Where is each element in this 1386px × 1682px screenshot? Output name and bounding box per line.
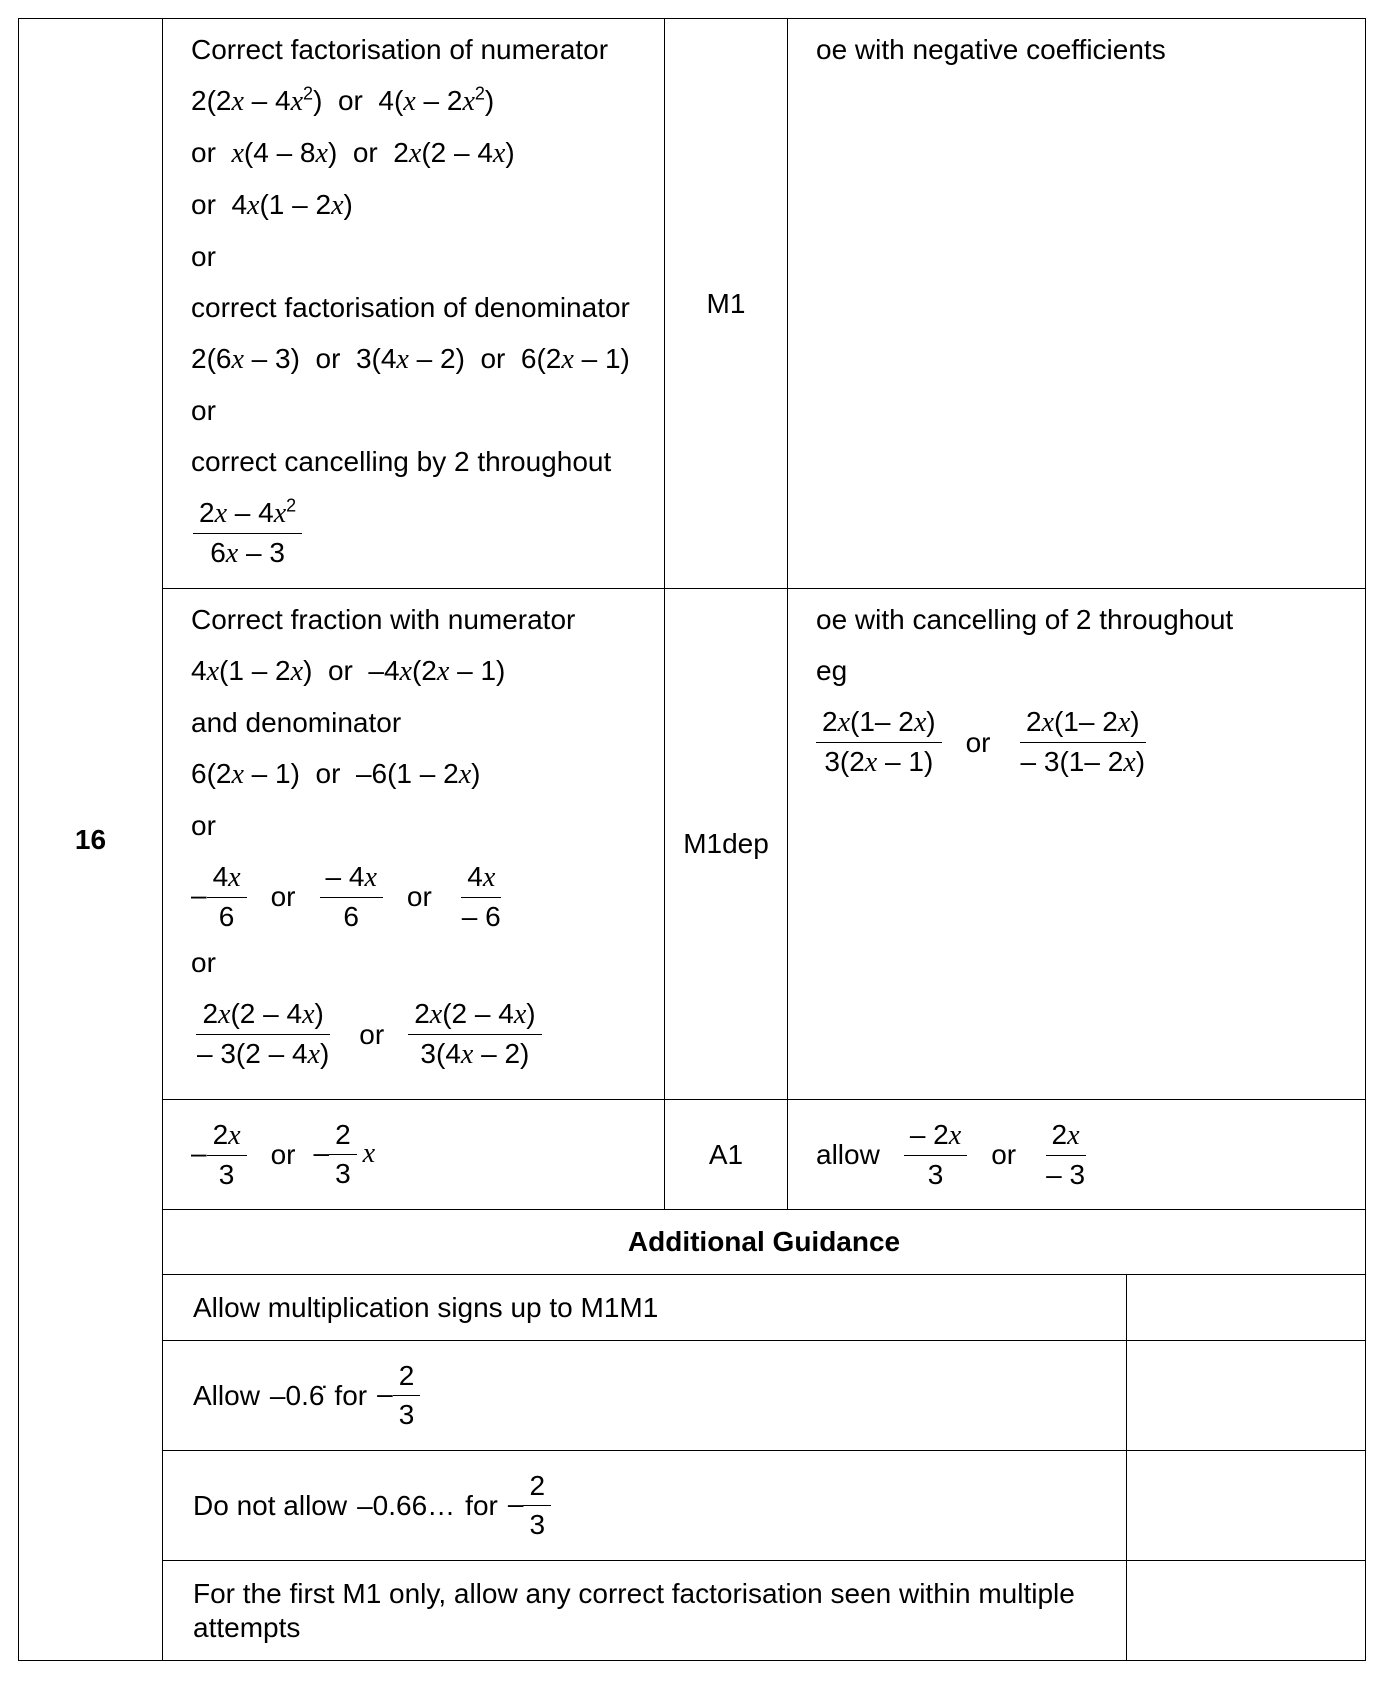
- math-line: or 4x(1 – 2x): [191, 189, 353, 221]
- mark-cell: M1dep: [665, 589, 788, 1100]
- mark-cell: A1: [665, 1100, 788, 1210]
- guidance-heading: Additional Guidance: [163, 1210, 1366, 1275]
- math-fraction-row: – $\frac{4x}{6}$ or $\frac{- 4x}{6}$ or $\frac{4x}{- 6}$: [191, 861, 501, 932]
- guidance-text: for: [334, 1379, 368, 1411]
- guidance-value: –0.66…: [357, 1489, 456, 1521]
- guidance-mark-cell: [1127, 1275, 1366, 1341]
- working-text: or: [191, 947, 216, 978]
- math-line: 4x(1 – 2x) or –4x(2x – 1): [191, 655, 506, 687]
- mark-scheme-table: [18, 18, 1366, 1661]
- working-text: and denominator: [191, 707, 402, 738]
- comment-cell: [788, 589, 1366, 1100]
- working-text: or: [191, 395, 216, 426]
- guidance-item: Allow –0.6̇ for – $\frac{2}{3}$: [163, 1341, 1127, 1451]
- comment-cell: [788, 1100, 1366, 1210]
- guidance-item: Do not allow –0.66… for – $\frac{2}{3}$: [163, 1451, 1127, 1561]
- math-fraction-row: $\frac{2x(2 - 4x)}{- 3(2 - 4x)}$ or $\frac{2x(2 - 4x)}{3(4x - 2)}$: [191, 997, 664, 1072]
- mark-cell: M1: [665, 19, 788, 589]
- comment-text: eg: [816, 655, 848, 686]
- math-line: 2(6x – 3) or 3(4x – 2) or 6(2x – 1): [191, 343, 630, 375]
- question-number: 16: [19, 19, 163, 1661]
- working-text: correct factorisation of denominator: [191, 292, 630, 323]
- math-line: $2(2x - 4x^2)$ or $4(x - 2x^2)$: [191, 83, 495, 117]
- guidance-mark-cell: [1127, 1341, 1366, 1451]
- guidance-item: Allow multiplication signs up to M1M1: [163, 1275, 1127, 1341]
- working-text: Correct factorisation of numerator: [191, 34, 609, 65]
- working-cell-1: [163, 19, 665, 589]
- guidance-mark-cell: [1127, 1561, 1366, 1661]
- guidance-item: For the first M1 only, allow any correct factorisation seen within multiple attempts: [163, 1561, 1127, 1661]
- guidance-value: –0.6̇: [269, 1379, 325, 1411]
- comment-cell: [788, 19, 1366, 589]
- working-text: correct cancelling by 2 throughout: [191, 446, 612, 477]
- working-text: or: [191, 810, 216, 841]
- guidance-text: for: [465, 1489, 498, 1521]
- comment-text: oe with negative coefficients: [816, 34, 1166, 65]
- math-fraction: $\frac{2x - 4x^2}{6x - 3}$: [187, 496, 664, 571]
- working-text: or: [191, 241, 216, 272]
- guidance-text: Allow: [193, 1379, 260, 1411]
- working-cell-3: [163, 1100, 665, 1210]
- math-line: 6(2x – 1) or –6(1 – 2x): [191, 758, 481, 790]
- math-fraction-row: allow $\frac{- 2x}{3}$ or $\frac{2x}{- 3}$: [816, 1118, 1086, 1190]
- working-cell-2: [163, 589, 665, 1100]
- math-fraction-row: $\frac{2x(1- 2x)}{3(2x - 1)}$ or $\frac{2x(1- 2x)}{- 3(1- 2x)}$: [816, 705, 1365, 780]
- comment-text: or: [991, 1138, 1017, 1170]
- comment-text: oe with cancelling of 2 throughout: [816, 604, 1234, 635]
- math-line: or x(4 – 8x) or 2x(2 – 4x): [191, 137, 515, 169]
- guidance-text: Do not allow: [193, 1489, 348, 1521]
- guidance-mark-cell: [1127, 1451, 1366, 1561]
- comment-text: allow: [816, 1138, 880, 1170]
- working-text: Correct fraction with numerator: [191, 604, 576, 635]
- math-fraction-row: – $\frac{2x}{3}$ or – $\frac{2}{3}$ x: [191, 1118, 376, 1190]
